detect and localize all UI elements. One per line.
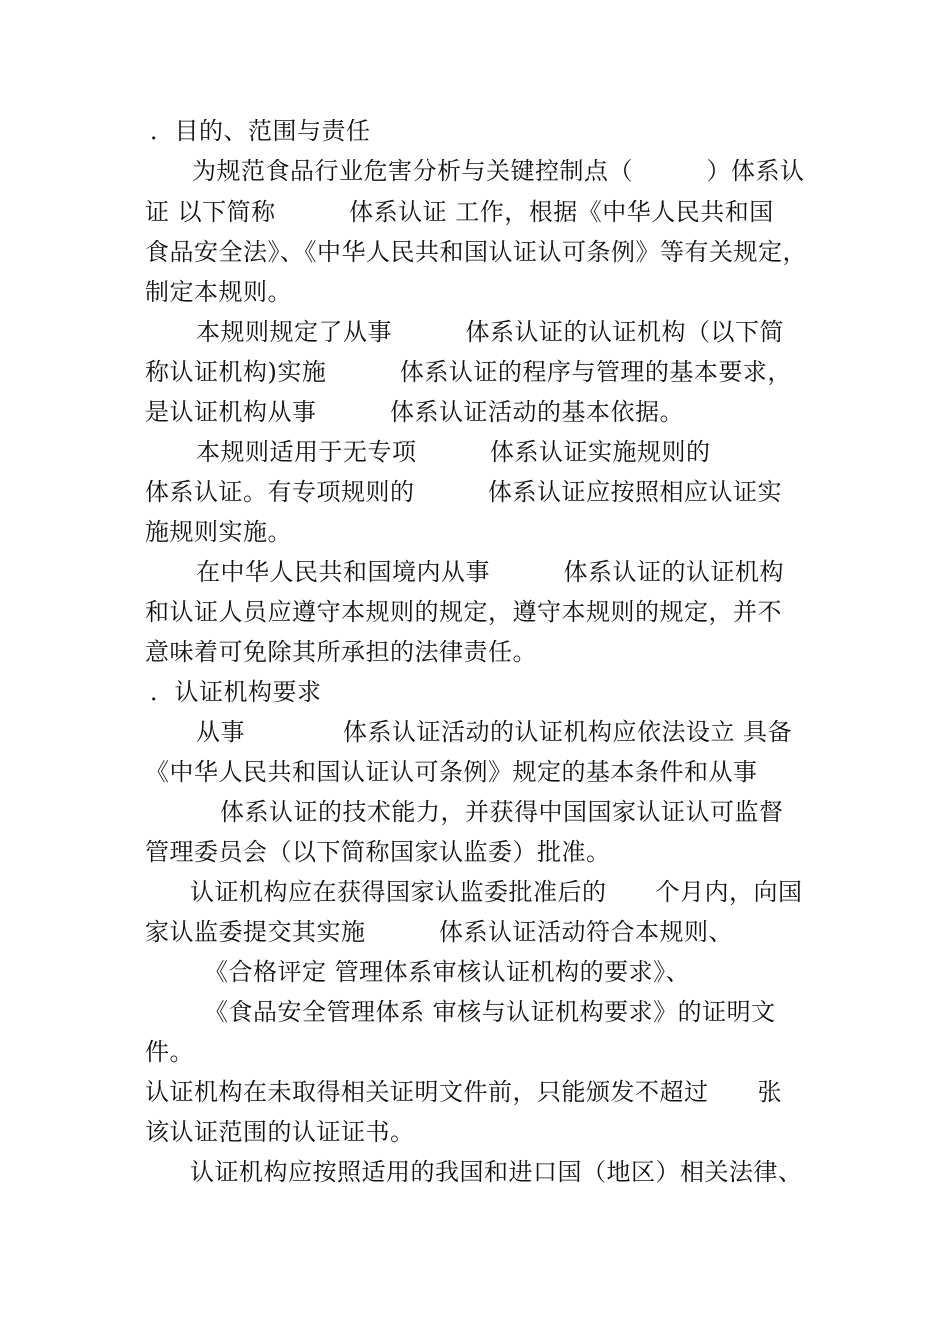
paragraph-line: 《合格评定 管理体系审核认证机构的要求》、 xyxy=(204,958,691,986)
paragraph-line: 认证机构应按照适用的我国和进口国（地区）相关法律、 xyxy=(190,1158,803,1186)
paragraph-line: 该认证范围的认证证书。 xyxy=(145,1118,415,1146)
paragraph-line: 称认证机构)实施 体系认证的程序与管理的基本要求， xyxy=(145,358,792,386)
paragraph-line: 管理委员会（以下简称国家认监委）批准。 xyxy=(145,838,611,866)
paragraph-line: 食品安全法》、《中华人民共和国认证认可条例》等有关规定， xyxy=(145,238,807,266)
paragraph-line: 认证机构应在获得国家认监委批准后的 个月内，向国 xyxy=(190,878,803,906)
paragraph-line: 施规则实施。 xyxy=(145,518,292,546)
paragraph-line: 意味着可免除其所承担的法律责任。 xyxy=(145,638,537,666)
paragraph-line: 制定本规则。 xyxy=(145,278,292,306)
paragraph-line: 件。 xyxy=(145,1038,194,1066)
section-heading-cert-body: ．认证机构要求 xyxy=(150,678,322,706)
paragraph-line: 认证机构在未取得相关证明文件前，只能颁发不超过 张 xyxy=(145,1078,782,1106)
paragraph-line: 本规则规定了从事 体系认证的认证机构（以下简 xyxy=(196,318,784,346)
paragraph-line: 从事 体系认证活动的认证机构应依法设立 具备 xyxy=(196,718,793,746)
paragraph-line: 《食品安全管理体系 审核与认证机构要求》的证明文 xyxy=(204,998,776,1026)
section-heading-purpose: ．目的、范围与责任 xyxy=(150,117,371,145)
paragraph-line: 《中华人民共和国认证认可条例》规定的基本条件和从事 xyxy=(145,758,758,786)
paragraph-line: 证 以下简称 体系认证 工作，根据《中华人民共和国 xyxy=(145,198,774,226)
paragraph-line: 本规则适用于无专项 体系认证实施规则的 xyxy=(196,438,711,466)
paragraph-line: 在中华人民共和国境内从事 体系认证的认证机构 xyxy=(196,558,784,586)
paragraph-line: 体系认证的技术能力，并获得中国国家认证认可监督 xyxy=(220,798,784,826)
paragraph-line: 是认证机构从事 体系认证活动的基本依据。 xyxy=(145,398,684,426)
paragraph-line: 为规范食品行业危害分析与关键控制点（ ）体系认 xyxy=(192,157,805,185)
paragraph-line: 体系认证。有专项规则的 体系认证应按照相应认证实 xyxy=(145,478,782,506)
paragraph-line: 和认证人员应遵守本规则的规定，遵守本规则的规定，并不 xyxy=(145,598,782,626)
paragraph-line: 家认监委提交其实施 体系认证活动符合本规则、 xyxy=(145,918,733,946)
